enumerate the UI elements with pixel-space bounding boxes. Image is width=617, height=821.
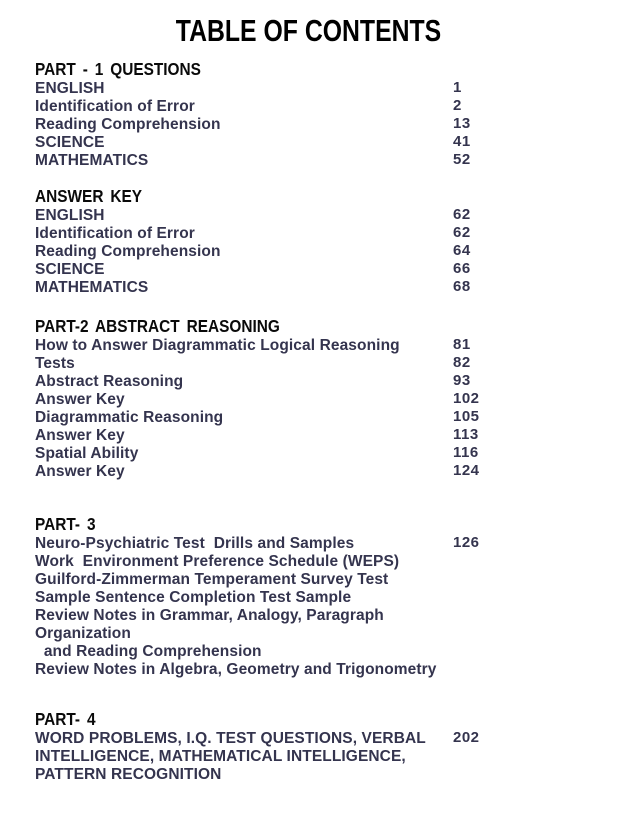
toc-entry-page-number: 102 xyxy=(453,390,480,407)
toc-row xyxy=(35,225,617,243)
toc-entry-page-number: 124 xyxy=(453,462,480,479)
toc-entry-page-number: 113 xyxy=(453,426,479,443)
toc-entry-page-number: 41 xyxy=(453,133,471,150)
toc-row xyxy=(35,730,617,748)
toc-entry-label: Review Notes in Grammar, Analogy, Paragraph xyxy=(35,607,384,624)
page-title: TABLE OF CONTENTS xyxy=(175,13,442,48)
toc-row xyxy=(35,553,617,571)
toc-entry-label: Neuro-Psychiatric Test Drills and Samples xyxy=(35,535,355,552)
toc-entry-label: SCIENCE xyxy=(35,134,105,151)
toc-entry-label: SCIENCE xyxy=(35,261,105,278)
toc-entry-page-number: 116 xyxy=(453,444,479,461)
toc-entry-label: Diagrammatic Reasoning xyxy=(35,409,224,426)
toc-entry-label: ENGLISH xyxy=(35,80,105,97)
toc-entry-label: MATHEMATICS xyxy=(35,279,149,296)
toc-row xyxy=(35,243,617,261)
toc-entry-page-number: 126 xyxy=(453,534,480,551)
toc-entry-label: PATTERN RECOGNITION xyxy=(35,766,222,783)
toc-entry-page-number: 62 xyxy=(453,206,471,223)
toc-entry-page-number: 93 xyxy=(453,372,471,389)
section-answer-key xyxy=(0,186,617,297)
toc-entry-label: Tests xyxy=(35,355,75,372)
section-part-3 xyxy=(0,514,617,679)
toc-row xyxy=(35,535,617,553)
toc-entry-page-number: 1 xyxy=(453,79,462,96)
toc-row xyxy=(35,373,617,391)
toc-row xyxy=(35,661,617,679)
toc-row xyxy=(35,766,617,784)
toc-entry-label: Organization xyxy=(35,625,131,642)
toc-row xyxy=(35,279,617,297)
toc-entry-label: Guilford-Zimmerman Temperament Survey Test xyxy=(35,571,389,588)
toc-row xyxy=(35,337,617,355)
toc-row xyxy=(35,355,617,373)
section-heading-part-4: PART- 4 xyxy=(35,709,96,729)
toc-row xyxy=(35,427,617,445)
section-heading-part-1-questions: PART - 1 QUESTIONS xyxy=(35,59,201,79)
toc-row xyxy=(35,643,617,661)
toc-entry-label: Reading Comprehension xyxy=(35,116,221,133)
section-part-4 xyxy=(0,709,617,784)
toc-entry-page-number: 66 xyxy=(453,260,471,277)
toc-row xyxy=(35,625,617,643)
toc-entry-page-number: 82 xyxy=(453,354,471,371)
toc-entry-label: WORD PROBLEMS, I.Q. TEST QUESTIONS, VERBAL xyxy=(35,730,426,747)
toc-entry-label: Answer Key xyxy=(35,391,125,408)
toc-row xyxy=(35,207,617,225)
toc-entry-page-number: 52 xyxy=(453,151,471,168)
toc-entry-label: INTELLIGENCE, MATHEMATICAL INTELLIGENCE, xyxy=(35,748,406,765)
toc-row xyxy=(35,391,617,409)
toc-row xyxy=(35,571,617,589)
toc-entry-label: Answer Key xyxy=(35,427,125,444)
toc-entry-page-number: 2 xyxy=(453,97,462,114)
section-part-1-questions xyxy=(0,59,617,170)
toc-entry-label: Sample Sentence Completion Test Sample xyxy=(35,589,352,606)
toc-row xyxy=(35,589,617,607)
toc-entry-label: Reading Comprehension xyxy=(35,243,221,260)
toc-row xyxy=(35,607,617,625)
toc-row xyxy=(35,152,617,170)
toc-entry-label: Answer Key xyxy=(35,463,125,480)
toc-row xyxy=(35,134,617,152)
toc-entry-label: Abstract Reasoning xyxy=(35,373,184,390)
toc-row xyxy=(35,748,617,766)
toc-row xyxy=(35,445,617,463)
section-part-2-abstract-reasoning xyxy=(0,316,617,481)
toc-entry-page-number: 13 xyxy=(453,115,471,132)
toc-row xyxy=(35,463,617,481)
toc-entry-label: ENGLISH xyxy=(35,207,105,224)
toc-entry-label: Spatial Ability xyxy=(35,445,139,462)
section-heading-answer-key: ANSWER KEY xyxy=(35,186,143,206)
toc-entry-page-number: 202 xyxy=(453,729,480,746)
toc-entry-page-number: 64 xyxy=(453,242,471,259)
toc-entry-page-number: 105 xyxy=(453,408,480,425)
toc-row xyxy=(35,80,617,98)
toc-entry-label: MATHEMATICS xyxy=(35,152,149,169)
section-heading-part-2-abstract-reasoning: PART-2 ABSTRACT REASONING xyxy=(35,316,280,336)
toc-entry-label: and Reading Comprehension xyxy=(35,643,262,660)
toc-row xyxy=(35,116,617,134)
toc-row xyxy=(35,261,617,279)
toc-entry-label: Identification of Error xyxy=(35,98,195,115)
toc-sections xyxy=(0,59,617,784)
toc-row xyxy=(35,98,617,116)
toc-entry-label: Work Environment Preference Schedule (WEPS) xyxy=(35,553,400,570)
toc-entry-page-number: 81 xyxy=(453,336,471,353)
toc-entry-page-number: 62 xyxy=(453,224,471,241)
toc-entry-page-number: 68 xyxy=(453,278,471,295)
toc-entry-label: Identification of Error xyxy=(35,225,195,242)
section-heading-part-3: PART- 3 xyxy=(35,514,96,534)
toc-entry-label: Review Notes in Algebra, Geometry and Trigonometry xyxy=(35,661,437,678)
toc-row xyxy=(35,409,617,427)
toc-entry-label: How to Answer Diagrammatic Logical Reasoning xyxy=(35,337,400,354)
